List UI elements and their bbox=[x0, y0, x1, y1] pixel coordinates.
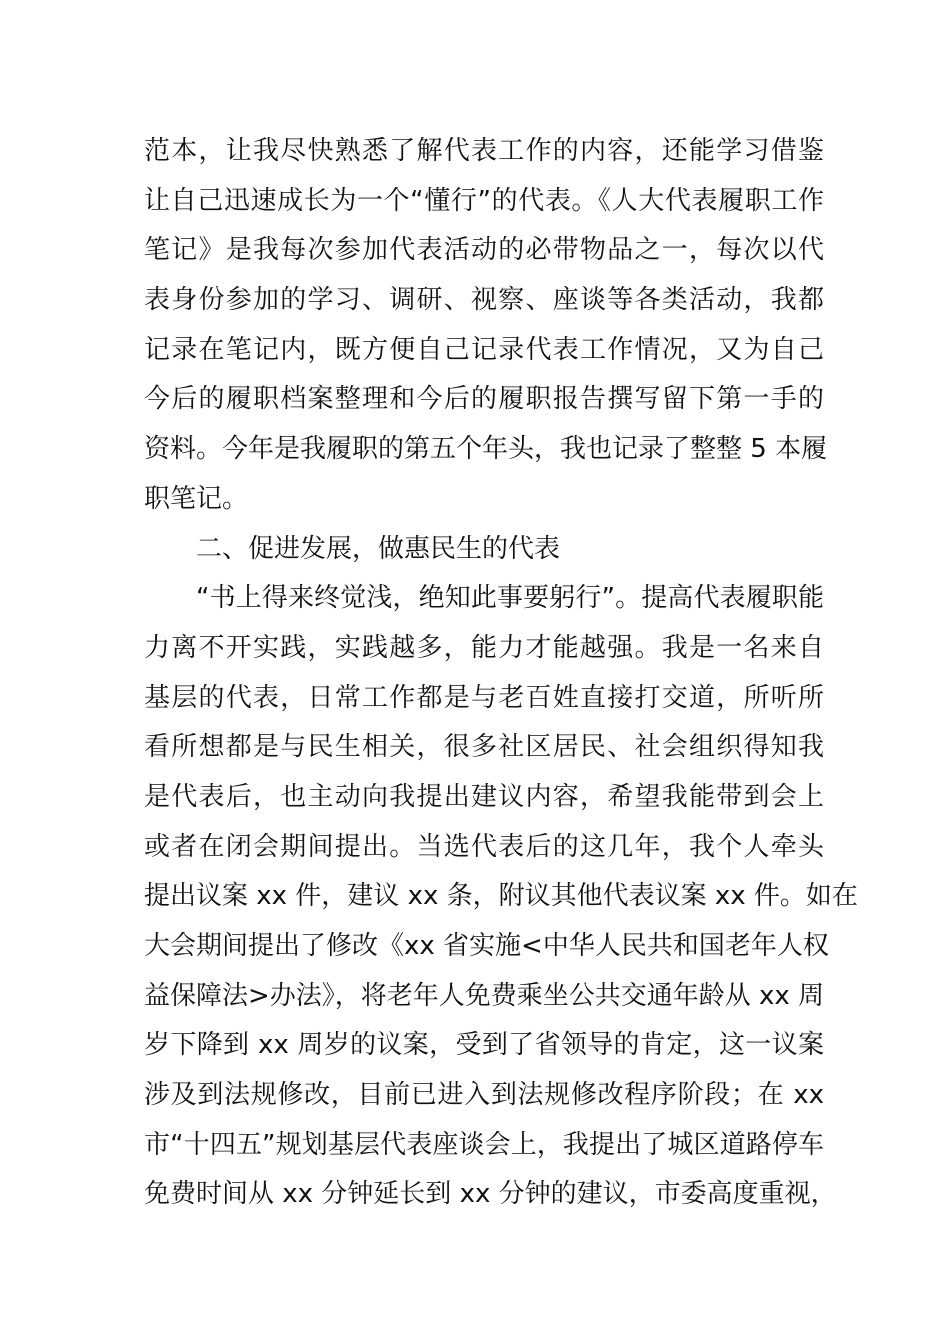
text-line: 或者在闭会期间提出。当选代表后的这几年，我个人牵头 bbox=[144, 831, 824, 862]
text-line: 大会期间提出了修改《xx 省实施<中华人民共和国老年人权 bbox=[144, 931, 829, 961]
text-line: 二、促进发展，做惠民生的代表 bbox=[196, 533, 561, 564]
text-line: 看所想都是与民生相关，很多社区居民、社会组织得知我 bbox=[144, 732, 824, 763]
text-line: 涉及到法规修改，目前已进入到法规修改程序阶段；在 xx bbox=[144, 1080, 824, 1111]
text-line: 力离不开实践，实践越多，能力才能越强。我是一名来自 bbox=[144, 632, 824, 663]
text-line: 资料。今年是我履职的第五个年头，我也记录了整整 5 本履 bbox=[144, 434, 828, 465]
text-line: “书上得来终觉浅，绝知此事要躬行”。提高代表履职能 bbox=[196, 583, 824, 614]
text-line: 市“十四五”规划基层代表座谈会上，我提出了城区道路停车 bbox=[144, 1129, 824, 1160]
text-line: 益保障法>办法》，将老年人免费乘坐公共交通年龄从 xx 周 bbox=[144, 980, 825, 1011]
text-line: 免费时间从 xx 分钟延长到 xx 分钟的建议，市委高度重视， bbox=[144, 1179, 837, 1210]
text-line: 范本，让我尽快熟悉了解代表工作的内容，还能学习借鉴 bbox=[144, 136, 824, 166]
text-line: 基层的代表，日常工作都是与老百姓直接打交道，所听所 bbox=[144, 682, 824, 713]
text-line: 笔记》是我每次参加代表活动的必带物品之一，每次以代 bbox=[144, 235, 824, 266]
text-line: 表身份参加的学习、调研、视察、座谈等各类活动，我都 bbox=[144, 285, 824, 316]
text-line: 岁下降到 xx 周岁的议案，受到了省领导的肯定，这一议案 bbox=[144, 1030, 824, 1061]
text-line: 职笔记。 bbox=[144, 483, 249, 514]
text-line: 提出议案 xx 件，建议 xx 条，附议其他代表议案 xx 件。如在 bbox=[144, 881, 858, 912]
body-text bbox=[144, 127, 858, 1220]
text-line: 今后的履职档案整理和今后的履职报告撰写留下第一手的 bbox=[144, 384, 824, 415]
text-line: 让自己迅速成长为一个“懂行”的代表。《人大代表履职工作 bbox=[144, 185, 824, 216]
text-line: 是代表后，也主动向我提出建议内容，希望我能带到会上 bbox=[144, 781, 824, 812]
text-line: 记录在笔记内，既方便自己记录代表工作情况，又为自己 bbox=[144, 334, 824, 365]
